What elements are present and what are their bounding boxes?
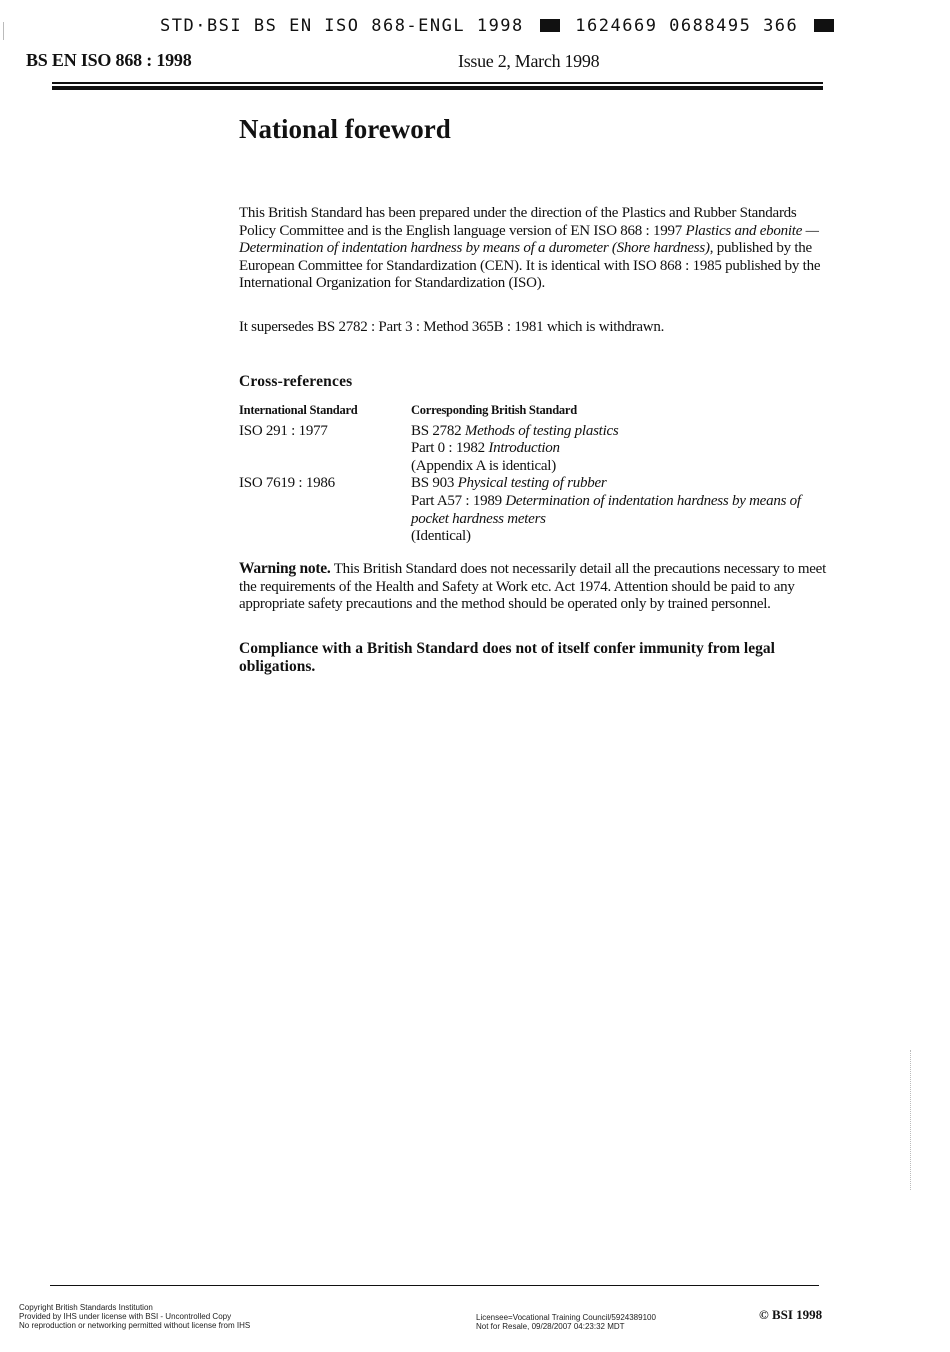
scan-header-mid: 1624669 0688495 (575, 16, 752, 36)
intro-text-1: This British Standard has been prepared under the direction of the Plastics and Rubber Standards Policy Committee and is the English language version of EN ISO 868 : 1997 (239, 205, 797, 239)
warning-label: Warning note. (239, 560, 331, 577)
intro-text-2: , published by the European Committee for Standardization (CEN). It is identical with ISO 868 : 1985 published by the International Organization for Standardization (ISO). (239, 240, 821, 292)
british-line (411, 493, 829, 528)
british-line-italic: Introduction (488, 440, 560, 457)
table-row (239, 423, 829, 476)
footer-line: Licensee=Vocational Training Council/5924389100 (476, 1313, 656, 1322)
british-standard-cell (411, 475, 829, 545)
footer-licensee-info (476, 1313, 656, 1331)
warning-text: This British Standard does not necessarily detail all the precautions necessary to meet the requirements of the Health and Safety at Work etc. Act 1974. Attention should be paid to any appropriate safety precautions and the method should be operated only by trained personnel. (239, 561, 826, 613)
footer-rule (50, 1285, 819, 1286)
footer-line: Copyright British Standards Institution (19, 1303, 153, 1312)
issue-date: Issue 2, March 1998 (458, 51, 600, 71)
footer-line: Not for Resale, 09/28/2007 04:23:32 MDT (476, 1322, 625, 1331)
british-line-italic: Determination of indentation hardness by means of pocket hardness meters (411, 492, 801, 527)
british-line-plain: Part A57 : 1989 (411, 492, 506, 509)
british-line: (Identical) (411, 528, 471, 545)
british-line-italic: Physical testing of rubber (457, 475, 607, 492)
table-row (239, 475, 829, 545)
header-rule-thin (52, 82, 823, 84)
compliance-statement: Compliance with a British Standard does not of itself confer immunity from legal obligations. (239, 640, 775, 675)
intro-italic-title: Plastics and ebonite — Determination of indentation hardness by means of a durometer (Shore hardness) (239, 222, 819, 257)
cross-references-table (239, 402, 829, 546)
standard-id: BS EN ISO 868 : 1998 (26, 50, 192, 70)
barcode-block (814, 19, 834, 32)
intro-paragraph (239, 205, 829, 293)
header-rule-thick (52, 86, 823, 90)
scan-artifact (910, 1050, 911, 1190)
british-line (411, 440, 829, 458)
footer-line: Provided by IHS under license with BSI - Uncontrolled Copy (19, 1312, 232, 1321)
british-line (411, 423, 829, 441)
scan-header-line (160, 16, 820, 36)
british-line-plain: BS 903 (411, 475, 458, 492)
col-british-header: Corresponding British Standard (411, 403, 577, 417)
col-international-header: International Standard (239, 403, 358, 417)
intl-standard-cell: ISO 7619 : 1986 (239, 475, 335, 492)
british-line: (Appendix A is identical) (411, 457, 556, 474)
british-standard-cell (411, 423, 829, 476)
british-line-italic: Methods of testing plastics (464, 422, 619, 439)
barcode-block (540, 19, 560, 32)
british-line-plain: BS 2782 (411, 422, 465, 439)
footer-license-info (19, 1303, 250, 1330)
scan-header-right: 366 (763, 16, 799, 36)
scan-artifact (3, 22, 4, 40)
british-line-plain: Part 0 : 1982 (411, 440, 489, 457)
page-title: National foreword (239, 114, 451, 144)
table-header (239, 402, 829, 420)
british-line (411, 475, 829, 493)
supersedes-paragraph: It supersedes BS 2782 : Part 3 : Method 365B : 1981 which is withdrawn. (239, 319, 665, 335)
warning-note (239, 560, 829, 614)
footer-copyright: © BSI 1998 (759, 1307, 823, 1322)
footer-line: No reproduction or networking permitted without license from IHS (19, 1321, 251, 1330)
cross-references-heading: Cross-references (239, 373, 353, 390)
intl-standard-cell: ISO 291 : 1977 (239, 422, 328, 439)
scan-header-left: STD·BSI BS EN ISO 868-ENGL 1998 (160, 16, 524, 36)
